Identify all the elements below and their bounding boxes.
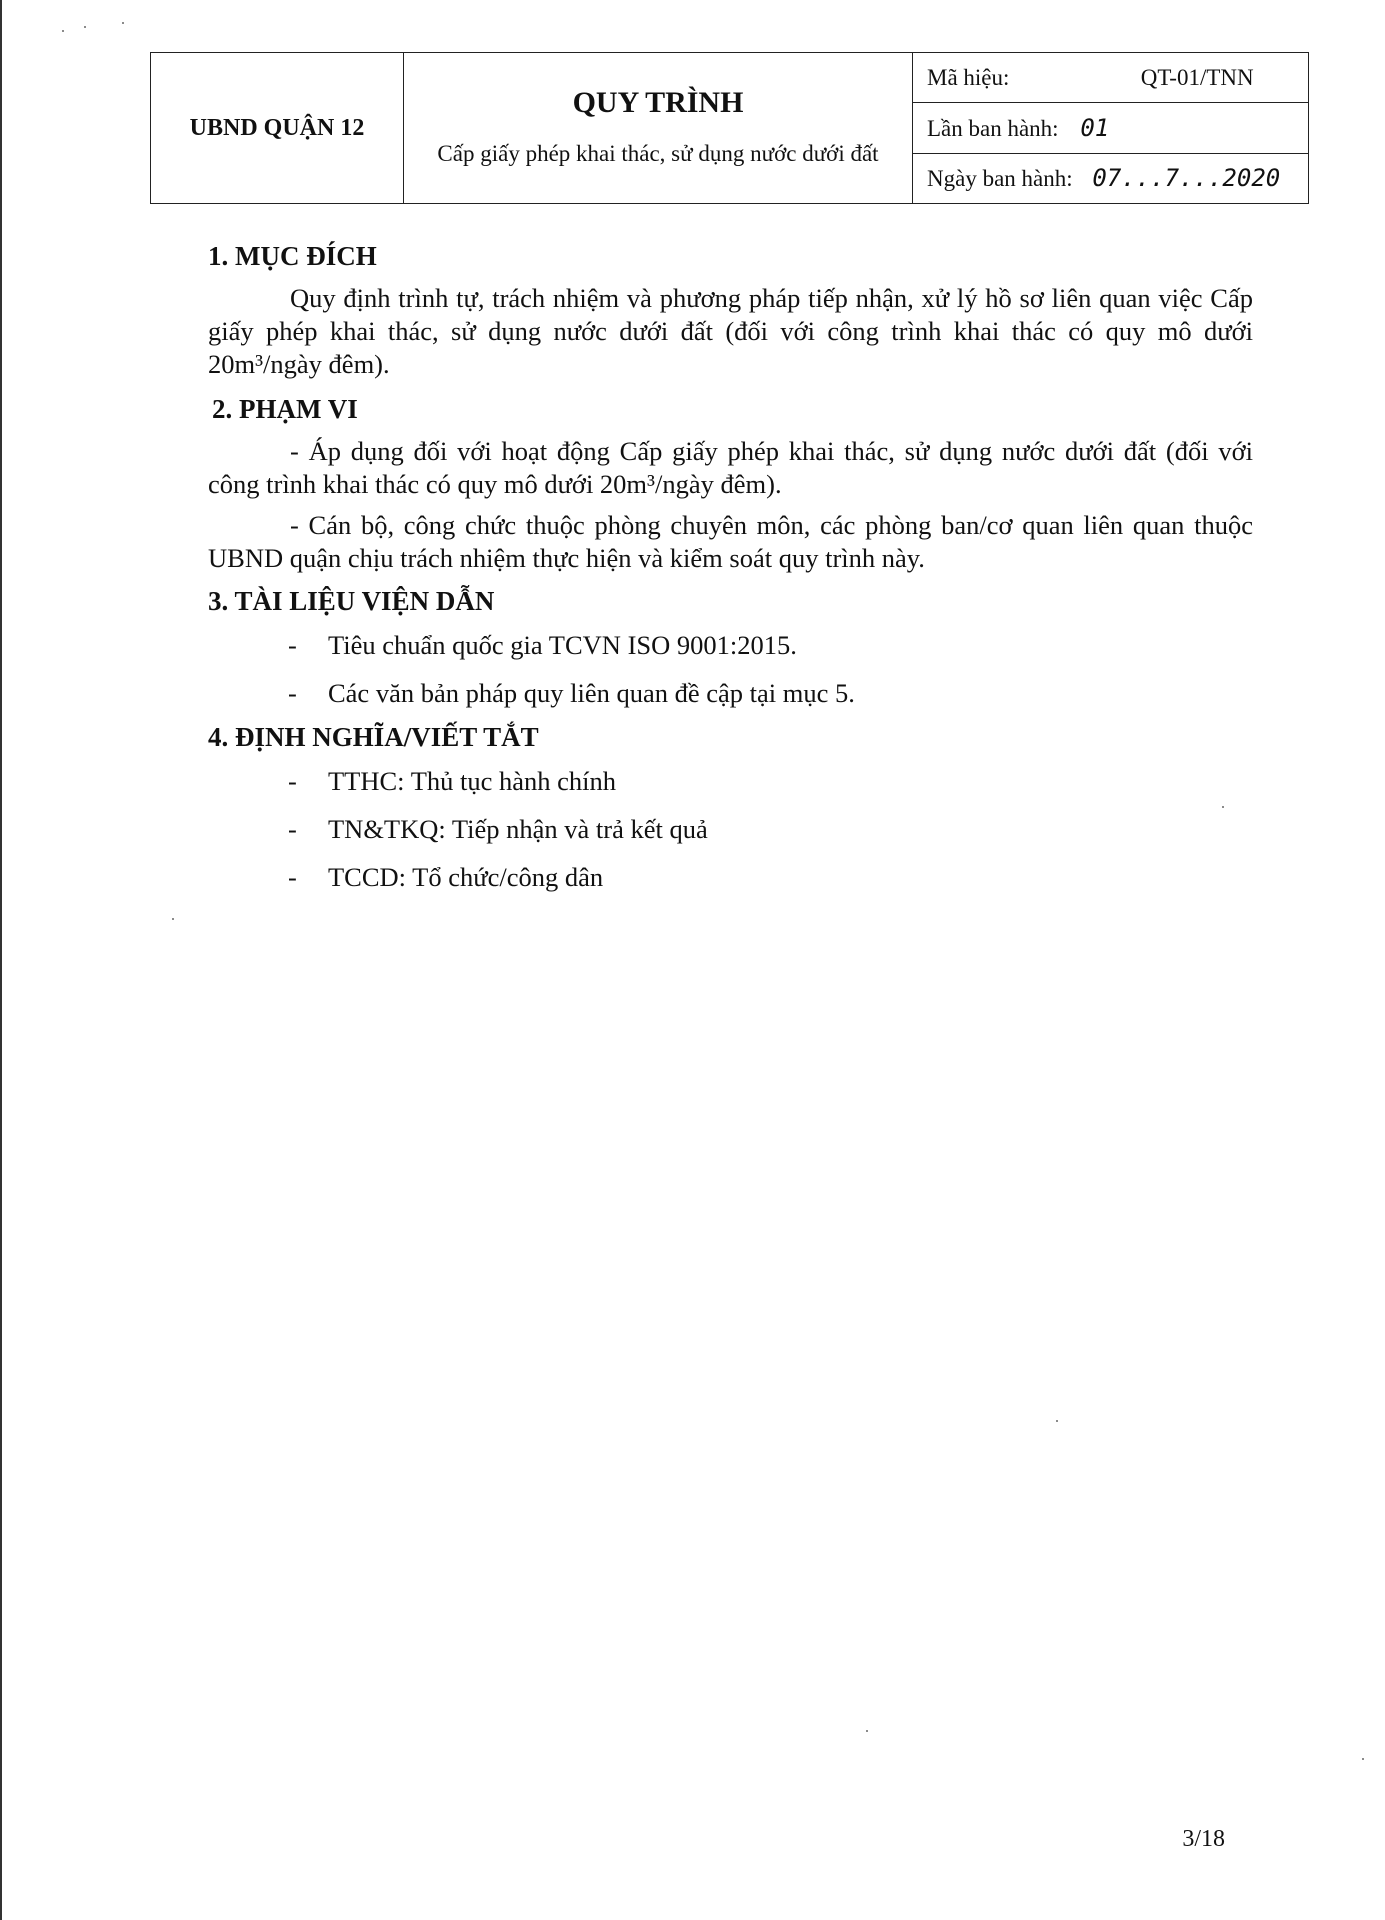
list-item: - TTHC: Thủ tục hành chính (288, 757, 1253, 805)
document-body (208, 236, 1253, 901)
scan-speck (172, 918, 174, 920)
issue-label: Lần ban hành: (927, 115, 1059, 141)
code-label: Mã hiệu: (927, 64, 1010, 90)
scan-speck (866, 1730, 868, 1732)
section-1-heading: 1. MỤC ĐÍCH (208, 241, 377, 271)
scan-speck (62, 30, 64, 32)
section-1-paragraph: Quy định trình tự, trách nhiệm và phương pháp tiếp nhận, xử lý hồ sơ liên quan việc Cấp giấy phép khai thác, sử dụng nước dưới đất (đối với công trình khai thác có quy mô dưới 20m³/ngày đêm). (208, 283, 1253, 379)
scan-speck (1056, 1420, 1058, 1422)
list-item: - Các văn bản pháp quy liên quan đề cập tại mục 5. (288, 669, 1253, 717)
section-2-paragraph-2: - Cán bộ, công chức thuộc phòng chuyên môn, các phòng ban/cơ quan liên quan thuộc UBND quận chịu trách nhiệm thực hiện và kiểm soát quy trình này. (208, 510, 1253, 573)
procedure-subtitle: Cấp giấy phép khai thác, sử dụng nước dưới đất (437, 141, 879, 166)
procedure-cell (404, 53, 913, 204)
section-4-list (208, 757, 1253, 901)
section-3-list (208, 621, 1253, 717)
section-2-heading: 2. PHẠM VI (212, 394, 358, 424)
scan-speck (1222, 806, 1224, 808)
date-cell (913, 153, 1309, 203)
issue-cell (913, 103, 1309, 153)
list-item: - TCCD: Tổ chức/công dân (288, 853, 1253, 901)
scan-speck (1362, 1758, 1364, 1760)
date-value: 07...7...2020 (1092, 164, 1281, 193)
section-3-heading: 3. TÀI LIỆU VIỆN DẪN (208, 586, 495, 616)
scan-speck (122, 22, 124, 24)
list-item: - TN&TKQ: Tiếp nhận và trả kết quả (288, 805, 1253, 853)
section-4-heading: 4. ĐỊNH NGHĨA/VIẾT TẮT (208, 722, 539, 752)
code-value: QT-01/TNN (1140, 64, 1254, 90)
header-table (150, 52, 1309, 204)
list-item: - Tiêu chuẩn quốc gia TCVN ISO 9001:2015. (288, 621, 1253, 669)
page-number: 3/18 (1182, 1826, 1225, 1852)
org-name (151, 53, 404, 204)
procedure-title: QUY TRÌNH (572, 86, 744, 119)
code-cell (913, 53, 1309, 103)
scan-edge (0, 0, 2, 1920)
date-label: Ngày ban hành: (927, 166, 1073, 192)
issue-value: 01 (1080, 113, 1110, 142)
section-2-paragraph-1: - Áp dụng đối với hoạt động Cấp giấy phép khai thác, sử dụng nước dưới đất (đối với công trình khai thác có quy mô dưới 20m³/ngày đêm). (208, 436, 1253, 499)
scan-speck (84, 26, 86, 28)
org-name-text: UBND QUẬN 12 (189, 114, 365, 141)
